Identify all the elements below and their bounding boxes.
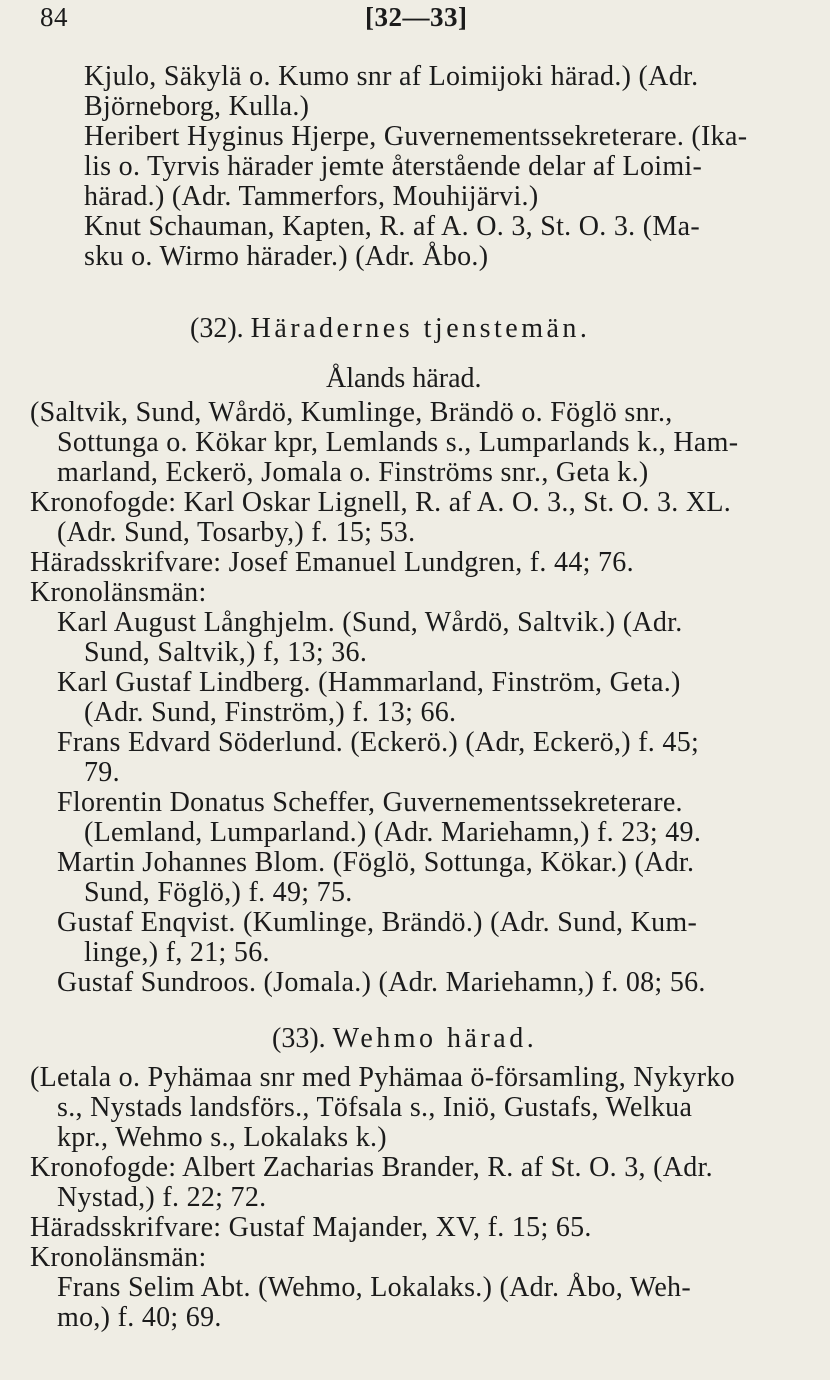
text-line: Kronofogde: Karl Oskar Lignell, R. af A. O. 3., St. O. 3. XL. (30, 487, 732, 518)
text-line: mo,) f. 40; 69. (57, 1302, 222, 1333)
text-line: Häradsskrifvare: Josef Emanuel Lundgren, f. 44; 76. (30, 547, 634, 578)
text-line: Knut Schauman, Kapten, R. af A. O. 3, St. O. 3. (Ma- (84, 211, 700, 242)
text-line: Karl August Långhjelm. (Sund, Wårdö, Saltvik.) (Adr. (57, 607, 683, 638)
text-line: Kronolänsmän: (30, 1242, 207, 1273)
text-line: Sund, Föglö,) f. 49; 75. (84, 877, 353, 908)
text-line: (Saltvik, Sund, Wårdö, Kumlinge, Brändö o. Föglö snr., (30, 397, 673, 428)
text-line: Björneborg, Kulla.) (84, 91, 310, 122)
section-heading (190, 313, 590, 345)
section-title: Häradernes tjenstemän. (250, 313, 591, 344)
text-line: (Lemland, Lumparland.) (Adr. Mariehamn,) f. 23; 49. (84, 817, 702, 848)
text-line: marland, Eckerö, Jomala o. Finströms snr., Geta k.) (57, 457, 649, 488)
text-line: 79. (84, 757, 120, 788)
text-line: (Letala o. Pyhämaa snr med Pyhämaa ö-församling, Nykyrko (30, 1062, 735, 1093)
section-heading (272, 1023, 537, 1055)
text-line: sku o. Wirmo härader.) (Adr. Åbo.) (84, 241, 489, 272)
text-line: Kronofogde: Albert Zacharias Brander, R. af St. O. 3, (Adr. (30, 1152, 713, 1183)
page-number: 84 (40, 2, 68, 32)
text-line: härad.) (Adr. Tammerfors, Mouhijärvi.) (84, 181, 539, 212)
text-line: Heribert Hyginus Hjerpe, Guvernementssekreterare. (Ika- (84, 121, 748, 152)
text-line: Karl Gustaf Lindberg. (Hammarland, Finström, Geta.) (57, 667, 681, 698)
text-line: Kronolänsmän: (30, 577, 207, 608)
text-line: Martin Johannes Blom. (Föglö, Sottunga, Kökar.) (Adr. (57, 847, 695, 878)
text-line: Frans Selim Abt. (Wehmo, Lokalaks.) (Adr. Åbo, Weh- (57, 1272, 691, 1303)
text-line: Kjulo, Säkylä o. Kumo snr af Loimijoki härad.) (Adr. (84, 61, 699, 92)
text-line: (Adr. Sund, Finström,) f. 13; 66. (84, 697, 457, 728)
text-line: linge,) f, 21; 56. (84, 937, 270, 968)
section-title: Wehmo härad. (332, 1023, 538, 1054)
text-line: Gustaf Enqvist. (Kumlinge, Brändö.) (Adr. Sund, Kum- (57, 907, 698, 938)
text-line: Gustaf Sundroos. (Jomala.) (Adr. Mariehamn,) f. 08; 56. (57, 967, 706, 998)
text-line: kpr., Wehmo s., Lokalaks k.) (57, 1122, 387, 1153)
text-line: Sottunga o. Kökar kpr, Lemlands s., Lumparlands k., Ham- (57, 427, 739, 458)
text-line: Häradsskrifvare: Gustaf Majander, XV, f. 15; 65. (30, 1212, 592, 1243)
section-number: (32). (190, 313, 244, 344)
section-number: (33). (272, 1023, 326, 1054)
text-line: Frans Edvard Söderlund. (Eckerö.) (Adr, Eckerö,) f. 45; (57, 727, 700, 758)
text-line: Sund, Saltvik,) f, 13; 36. (84, 637, 368, 668)
text-line: Nystad,) f. 22; 72. (57, 1182, 267, 1213)
text-line: lis o. Tyrvis härader jemte återstående delar af Loimi- (84, 151, 703, 182)
section-range: [32—33] (365, 2, 468, 32)
text-line: s., Nystads landsförs., Töfsala s., Iniö, Gustafs, Welkua (57, 1092, 693, 1123)
text-line: (Adr. Sund, Tosarby,) f. 15; 53. (57, 517, 416, 548)
district-heading: Ålands härad. (326, 363, 482, 394)
text-line: Florentin Donatus Scheffer, Guvernementssekreterare. (57, 787, 683, 818)
